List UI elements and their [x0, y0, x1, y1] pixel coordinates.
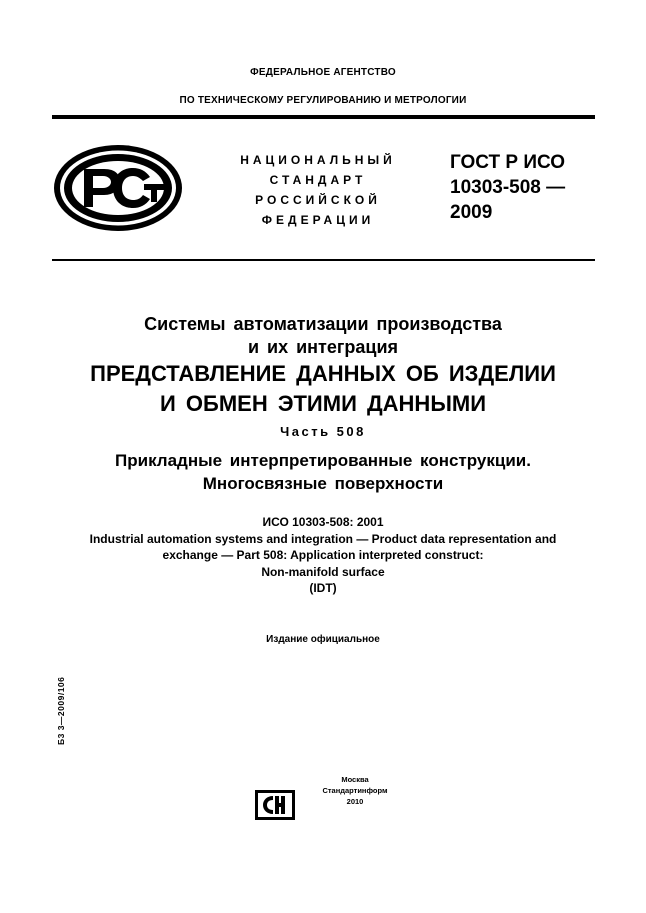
publisher-year: 2010	[346, 797, 364, 806]
header-divider-bottom	[52, 259, 595, 261]
iso-reference-line5: (IDT)	[309, 581, 337, 595]
main-title	[30, 359, 616, 419]
main-title-line2: И ОБМЕН ЭТИМИ ДАННЫМИ	[159, 391, 486, 416]
standard-type	[218, 150, 418, 230]
series-title-line2: и их интеграция	[247, 337, 399, 357]
edition-label: Издание официальное	[266, 634, 380, 645]
agency-name-line1: ФЕДЕРАЛЬНОЕ АГЕНТСТВО	[250, 67, 396, 78]
standard-type-line2: СТАНДАРТ	[269, 173, 367, 187]
rst-certification-mark-icon	[52, 143, 184, 233]
series-title-line1: Системы автоматизации производства	[144, 314, 502, 334]
publisher-city: Москва	[341, 775, 369, 784]
iso-reference-line1: ИСО 10303-508: 2001	[262, 515, 384, 529]
designation-line2: 10303-508 —	[450, 177, 566, 198]
publisher-info	[305, 774, 405, 807]
part-number: Часть 508	[280, 424, 366, 439]
part-title	[30, 449, 616, 495]
series-title	[40, 313, 606, 359]
publisher-name: Стандартинформ	[322, 786, 388, 795]
standartinform-logo-icon	[255, 790, 295, 820]
standard-type-line4: ФЕДЕРАЦИИ	[261, 213, 375, 227]
designation-line1: ГОСТ Р ИСО	[450, 152, 566, 173]
side-code: Б3 3—2009/106	[56, 676, 66, 745]
iso-reference-line4: Non-manifold surface	[261, 564, 385, 579]
iso-reference	[40, 514, 606, 597]
main-title-line1: ПРЕДСТАВЛЕНИЕ ДАННЫХ ОБ ИЗДЕЛИИ	[90, 361, 556, 386]
agency-name-line2: ПО ТЕХНИЧЕСКОМУ РЕГУЛИРОВАНИЮ И МЕТРОЛОГИИ	[179, 95, 467, 106]
iso-reference-line3: exchange — Part 508: Application interpreted construct:	[162, 548, 484, 562]
standard-type-line3: РОССИЙСКОЙ	[255, 193, 381, 207]
standard-designation	[450, 150, 600, 225]
iso-reference-line2: Industrial automation systems and integration — Product data representation and	[89, 531, 557, 546]
part-title-line2: Многосвязные поверхности	[202, 474, 444, 493]
standard-type-line1: НАЦИОНАЛЬНЫЙ	[240, 153, 396, 167]
header-divider-top	[52, 115, 595, 119]
part-title-line1: Прикладные интерпретированные конструкции.	[115, 451, 531, 470]
designation-line3: 2009	[450, 202, 493, 223]
